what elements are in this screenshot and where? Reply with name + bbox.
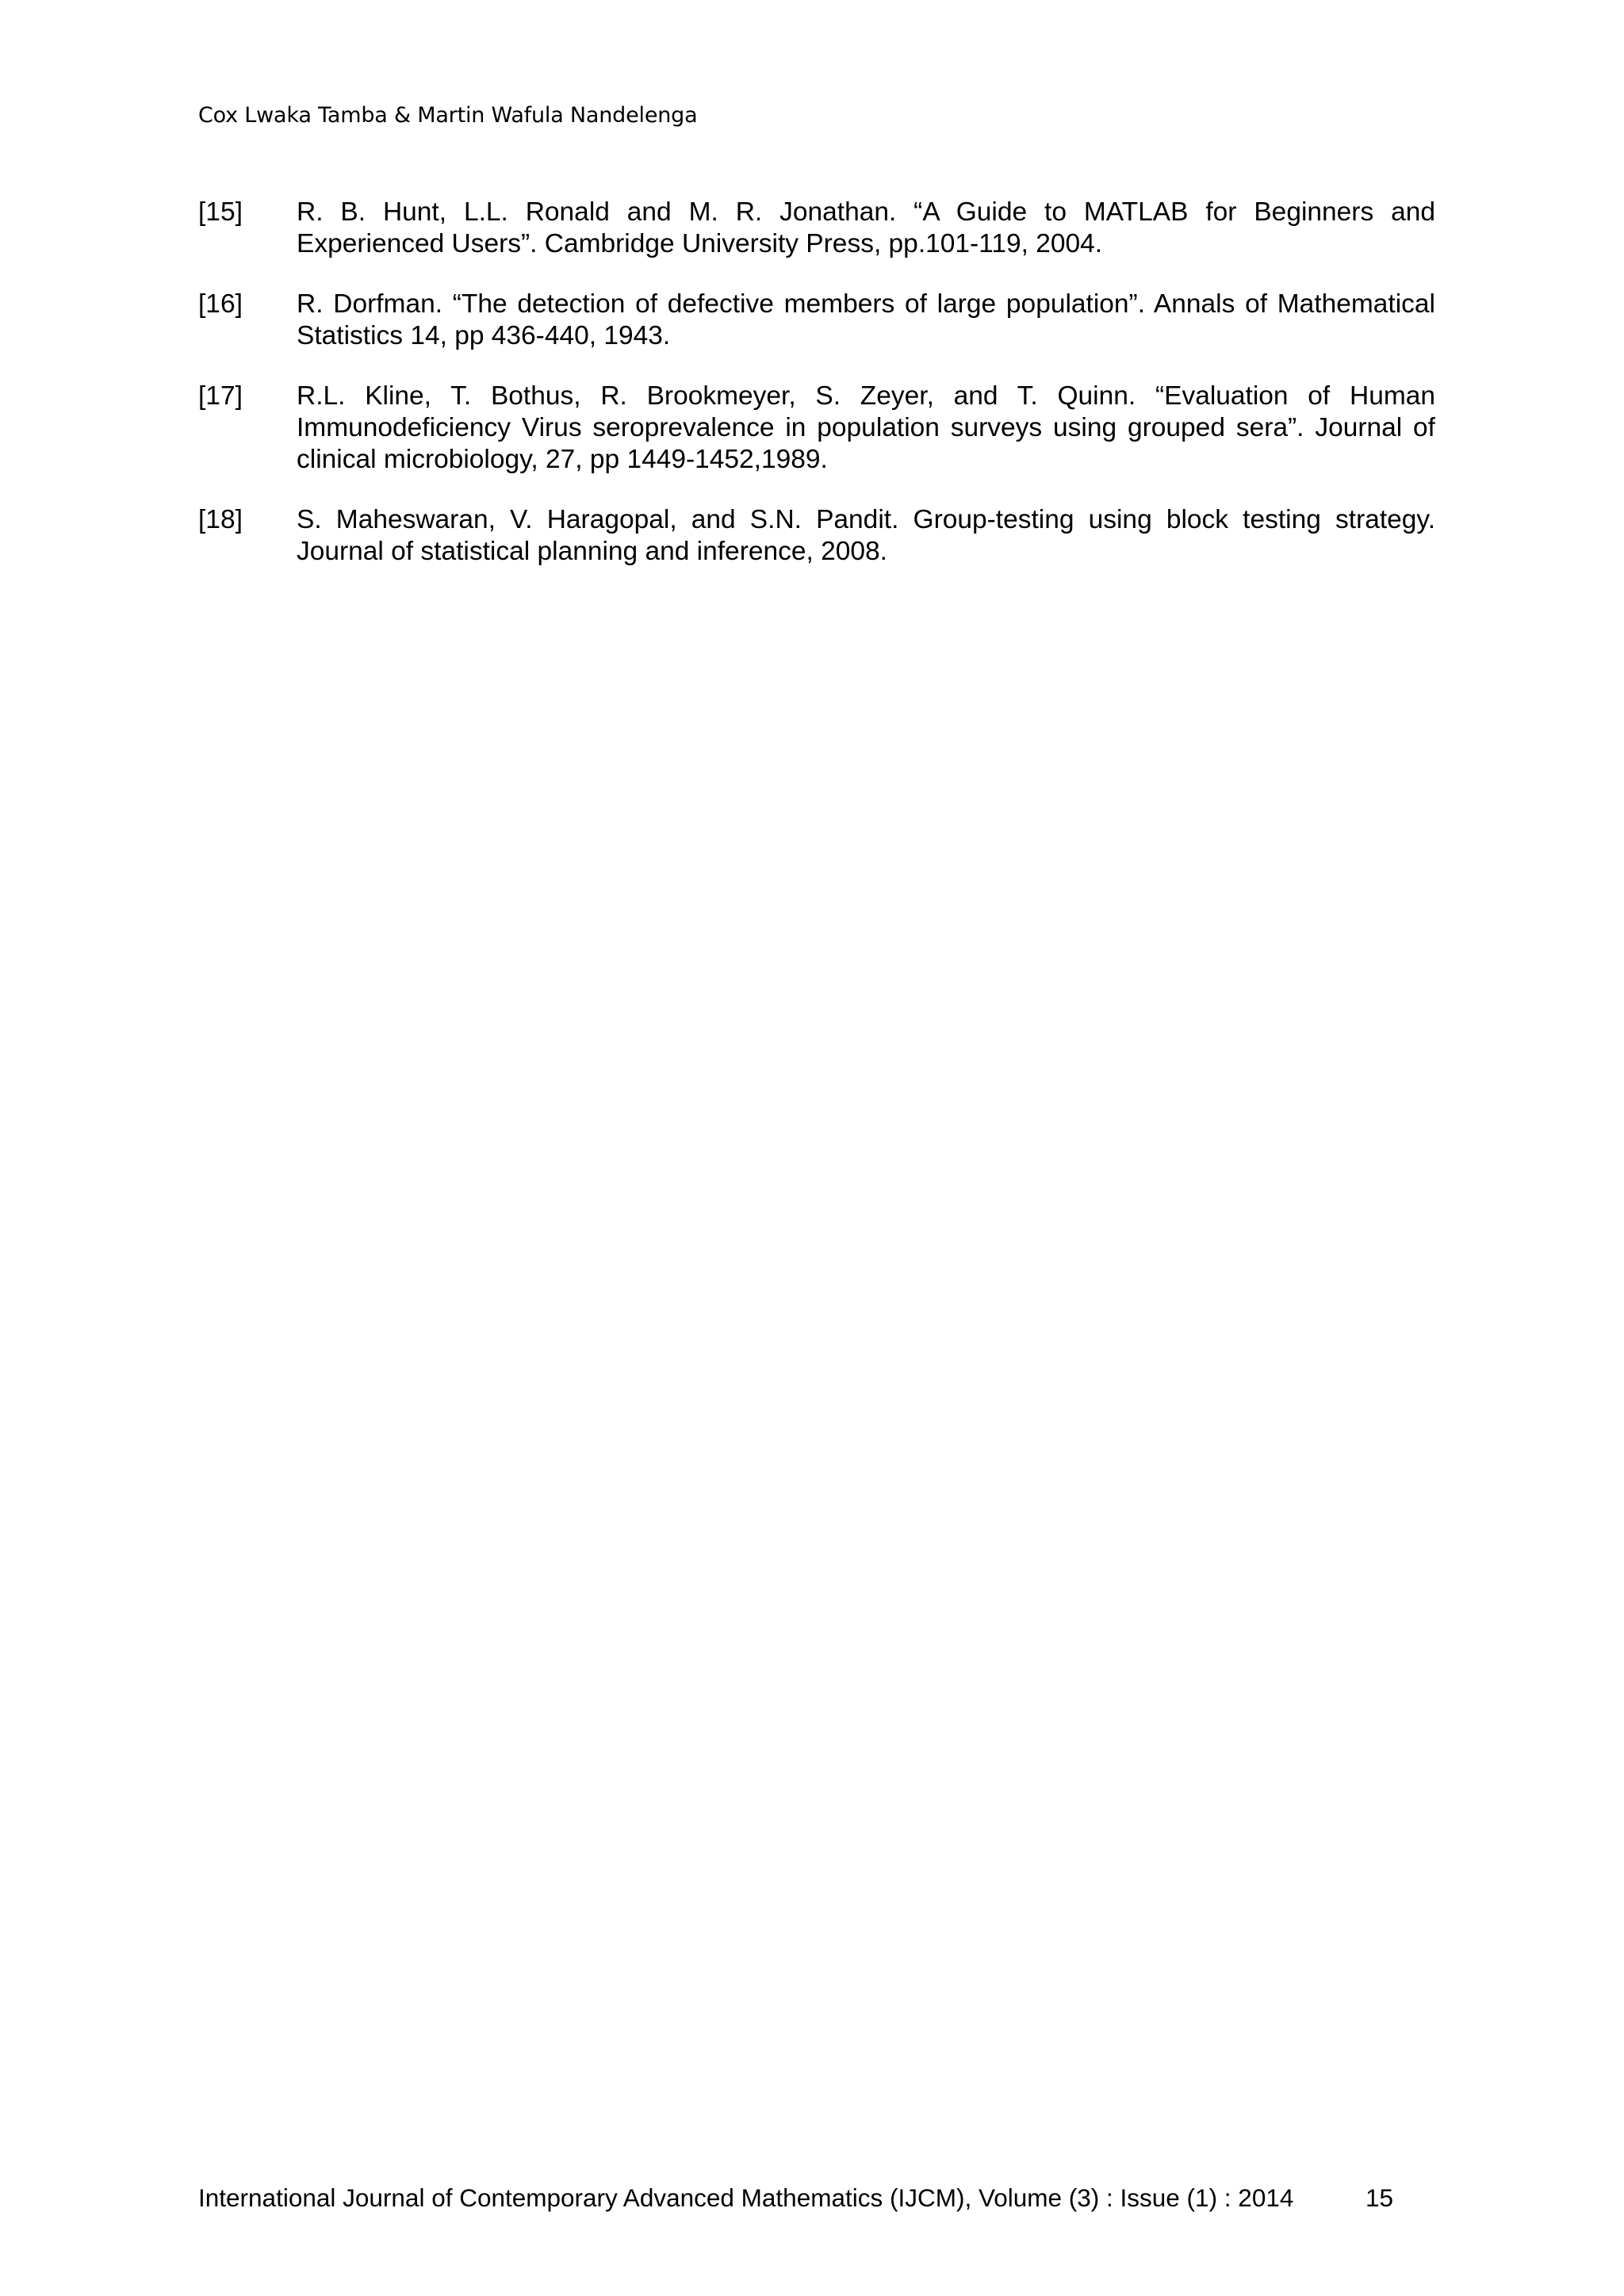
reference-number: [18] xyxy=(198,505,243,534)
reference-item-18 xyxy=(198,504,1435,568)
reference-text: R. Dorfman. “The detection of defective members of large population”. Annals of Mathematical Statistics 14, pp 436-440, 1943. xyxy=(297,289,1435,350)
page-number: 15 xyxy=(1365,2183,1394,2212)
running-footer-journal: International Journal of Contemporary Advanced Mathematics (IJCM), Volume (3) : Issue (1) : 2014 xyxy=(198,2183,1294,2212)
reference-item-17 xyxy=(198,381,1435,476)
reference-number: [15] xyxy=(198,197,243,227)
reference-text: R. B. Hunt, L.L. Ronald and M. R. Jonathan. “A Guide to MATLAB for Beginners and Experienced Users”. Cambridge University Press, pp.101-119, 2004. xyxy=(297,197,1435,258)
running-header-authors: Cox Lwaka Tamba & Martin Wafula Nandelenga xyxy=(198,103,698,128)
reference-number: [16] xyxy=(198,289,243,319)
reference-list xyxy=(198,197,1435,596)
reference-number: [17] xyxy=(198,381,243,411)
reference-text: S. Maheswaran, V. Haragopal, and S.N. Pandit. Group-testing using block testing strategy. Journal of statistical planning and inference, 2008. xyxy=(297,505,1435,566)
reference-text: R.L. Kline, T. Bothus, R. Brookmeyer, S. Zeyer, and T. Quinn. “Evaluation of Human Immunodeficiency Virus seroprevalence in population surveys using grouped sera”. Journal of clinical microbiology, 27, pp 1449-1452,1989. xyxy=(297,381,1435,474)
reference-item-15 xyxy=(198,197,1435,260)
reference-item-16 xyxy=(198,289,1435,352)
